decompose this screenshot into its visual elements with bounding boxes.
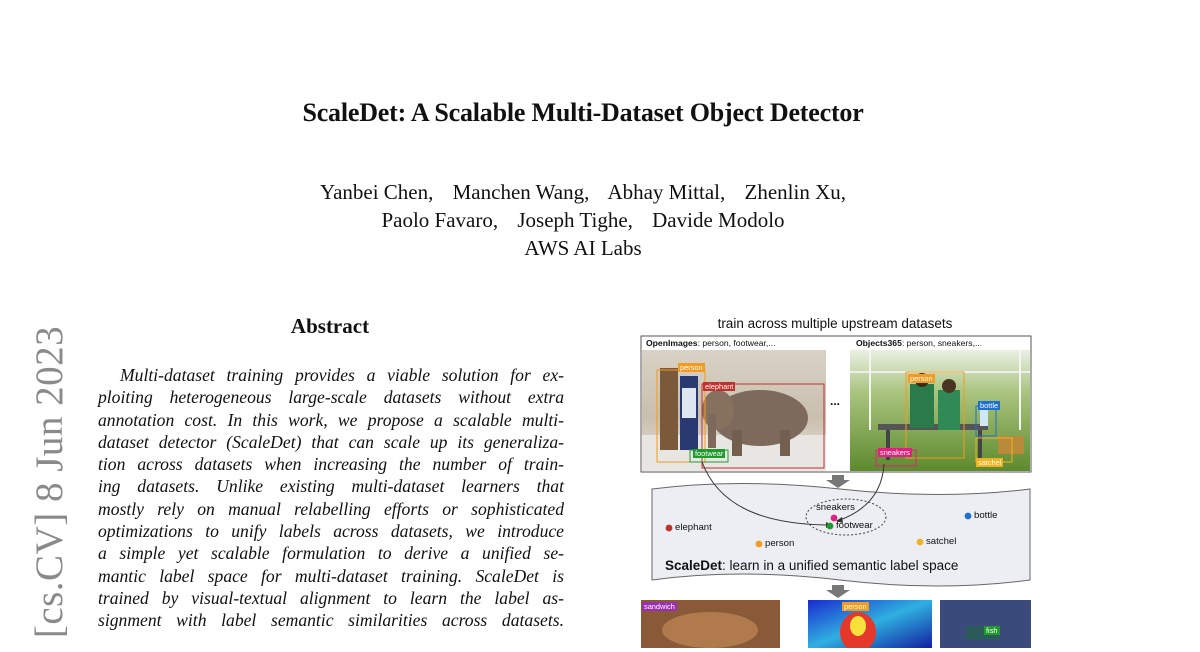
- author-name: Zhenlin Xu,: [744, 180, 846, 204]
- footwear-dot: [827, 523, 834, 530]
- abstract-line: trained by visual-textual alignment to learn the label as-: [98, 587, 564, 608]
- bbox-tag-elephant: elephant: [705, 382, 734, 391]
- panel1-labels: : person, footwear,...: [697, 338, 776, 348]
- author-name: Manchen Wang,: [452, 180, 590, 204]
- bottle-dot: [965, 513, 972, 520]
- elephant-dot: [666, 525, 673, 532]
- arxiv-stamp: [cs.CV] 8 Jun 2023: [28, 325, 71, 639]
- panel2-dataset: Objects365: [856, 338, 902, 348]
- paper-title: ScaleDet: A Scalable Multi-Dataset Object Detector: [302, 98, 864, 127]
- bbox-tag-fish: fish: [986, 626, 998, 635]
- author-name: Yanbei Chen,: [320, 180, 434, 204]
- abstract-line: dataset detector (ScaleDet) that can scale up its generaliza-: [98, 431, 564, 452]
- abstract-body: [98, 364, 564, 632]
- bbox-tag-person: person: [680, 363, 703, 372]
- abstract-heading: Abstract: [290, 314, 370, 338]
- down-arrow: [826, 585, 850, 598]
- label-bottle: bottle: [974, 510, 998, 521]
- author-name: Paolo Favaro,: [381, 208, 499, 232]
- abstract-line: mantic label space for multi-dataset training. ScaleDet is: [98, 565, 564, 586]
- label-elephant: elephant: [675, 522, 712, 533]
- label-satchel: satchel: [926, 536, 957, 547]
- panel1-header: [646, 338, 775, 348]
- author-name: Abhay Mittal,: [607, 180, 726, 204]
- abstract-line: tion across datasets when increasing the number of train-: [98, 454, 564, 475]
- satchel-dot: [917, 539, 924, 546]
- openimages-photo: [642, 350, 826, 471]
- abstract-line: ploiting heterogeneous large-scale datasets without extra: [98, 387, 564, 408]
- bbox-tag-sneakers: sneakers: [880, 448, 910, 457]
- teaser-figure: [620, 310, 1050, 648]
- label-footwear: footwear: [836, 520, 873, 531]
- abstract-line: signment with label semantic similarities across datasets.: [98, 610, 564, 631]
- unified-caption: [665, 558, 958, 573]
- bbox-tag-bottle: bottle: [980, 401, 999, 410]
- abstract-line: a simple yet scalable formulation to derive a unified se-: [98, 543, 564, 564]
- figure-top-caption: train across multiple upstream datasets: [717, 316, 953, 331]
- affiliation: AWS AI Labs: [524, 236, 642, 260]
- bbox-tag-sandwich: sandwich: [644, 602, 675, 611]
- bbox-tag-person-3: person: [844, 602, 867, 611]
- bbox-tag-satchel: satchel: [978, 458, 1002, 467]
- label-person: person: [765, 538, 795, 549]
- label-sneakers: sneakers: [816, 502, 855, 513]
- downstream-photo-2: [808, 600, 932, 648]
- author-name: Joseph Tighe,: [517, 208, 633, 232]
- panel2-labels: : person, sneakers,...: [901, 338, 983, 348]
- abstract-line: Multi-dataset training provides a viable solution for ex-: [120, 365, 564, 385]
- author-name: Davide Modolo: [652, 208, 785, 232]
- bbox-tag-person-2: person: [910, 374, 933, 383]
- unified-caption-rest: : learn in a unified semantic label space: [722, 558, 959, 573]
- bbox-tag-footwear: footwear: [695, 449, 724, 458]
- down-arrow: [826, 475, 850, 488]
- abstract-line: mostly rely on manual relabelling efforts or sophisticated: [98, 498, 564, 519]
- author-list-line-1: [0, 178, 1166, 206]
- abstract-line: ing datasets. Unlike existing multi-dataset learners that: [98, 476, 564, 497]
- abstract-line: optimizations to unify labels across datasets, we introduce: [98, 521, 564, 542]
- downstream-photo-3: [940, 600, 1031, 648]
- objects365-photo: [850, 350, 1030, 471]
- panel-ellipsis: ...: [830, 394, 841, 408]
- unified-caption-bold: ScaleDet: [665, 558, 723, 573]
- panel1-dataset: OpenImages: [646, 338, 698, 348]
- panel2-header: [856, 338, 982, 348]
- person-dot: [756, 541, 763, 548]
- abstract-line: annotation cost. In this work, we propose a scalable multi-: [98, 409, 564, 430]
- author-list-line-2: [0, 206, 1166, 234]
- teaser-figure-graphic: [620, 310, 1050, 648]
